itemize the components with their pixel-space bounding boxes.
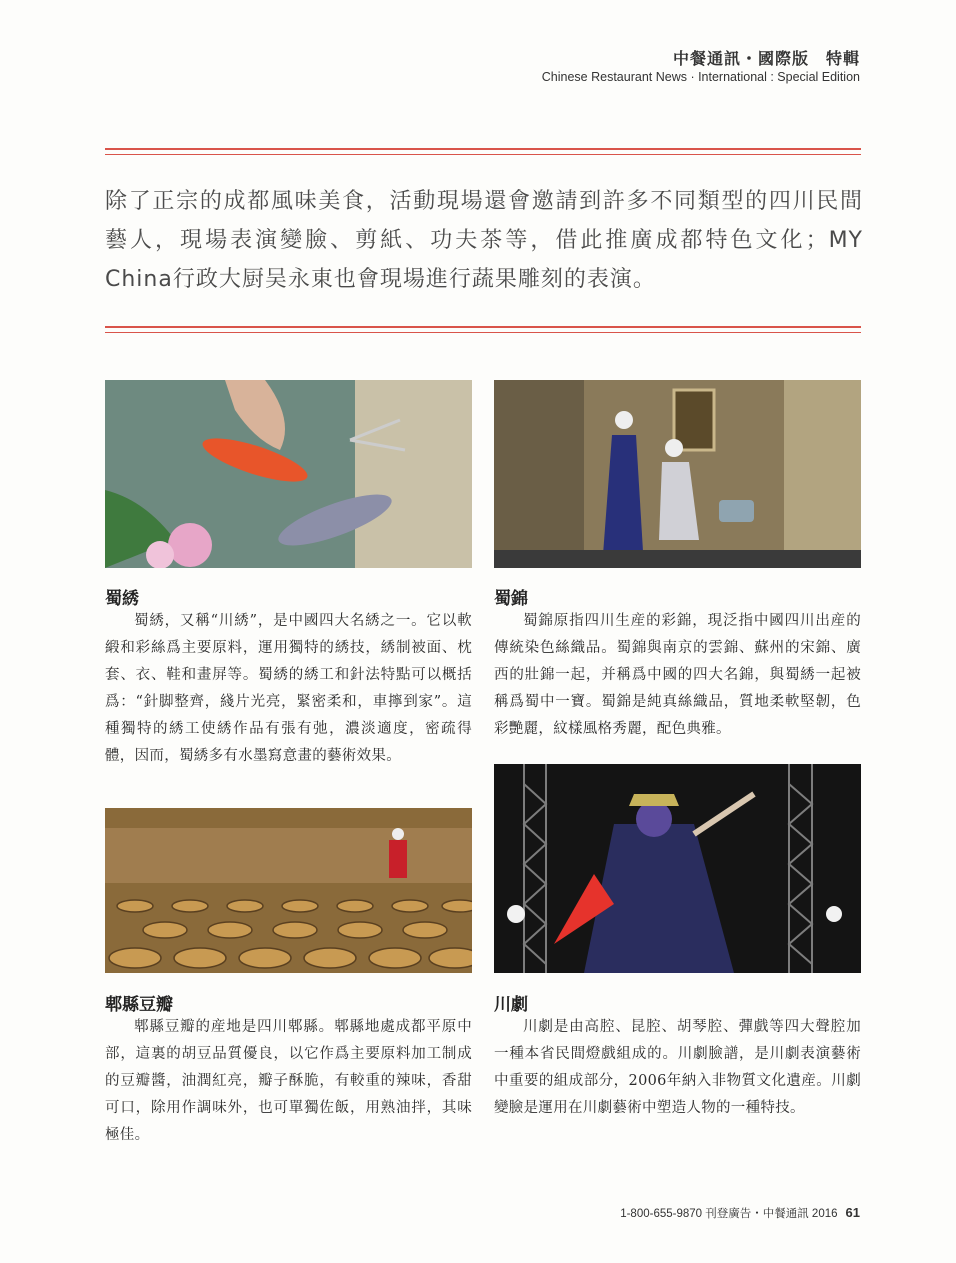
brocade-photo bbox=[494, 380, 861, 568]
divider-top bbox=[105, 148, 861, 155]
magazine-title-en: Chinese Restaurant News · International : Special Edition bbox=[541, 70, 860, 84]
section-title-pixian-bean-paste: 郫縣豆瓣 bbox=[105, 995, 173, 1015]
section-body-pixian-bean-paste: 郫縣豆瓣的産地是四川郫縣。郫縣地處成都平原中部，這裏的胡豆品質優良，以它作爲主要原料加工制成的豆瓣醬，油潤紅亮，瓣子酥脆，有較重的辣味，香甜可口，除用作調味外，也可單獨佐飯，用熟油拌，其味極佳。 bbox=[105, 1019, 472, 1143]
section-body-shu-embroidery: 蜀綉，又稱“川綉”，是中國四大名綉之一。它以軟緞和彩絲爲主要原料，運用獨特的綉技，綉制被面、枕套、衣、鞋和畫屏等。蜀綉的綉工和針法特點可以概括爲：“針脚整齊，綫片光亮，緊密柔和，車擰到家”。這種獨特的綉工使綉作品有張有弛，濃淡適度，密疏得體，因而，蜀綉多有水墨寫意畫的藝術效果。 bbox=[105, 613, 472, 764]
divider-bottom bbox=[105, 326, 861, 333]
footer-text: 1-800-655-9870 刊登廣告・中餐通訊 2016 bbox=[620, 1208, 838, 1220]
embroidery-photo bbox=[105, 380, 472, 568]
bean-paste-jars-photo bbox=[105, 808, 472, 973]
section-title-shu-brocade: 蜀錦 bbox=[494, 589, 528, 609]
section-title-shu-embroidery: 蜀綉 bbox=[105, 589, 139, 609]
section-body-shu-brocade: 蜀錦原指四川生産的彩錦，現泛指中國四川出産的傳統染色絲織品。蜀錦與南京的雲錦、蘇州的宋錦、廣西的壯錦一起，并稱爲中國的四大名錦，與蜀綉一起被稱爲蜀中一寶。蜀錦是純真絲織品，質地柔軟堅韌，色彩艷麗，紋樣風格秀麗，配色典雅。 bbox=[494, 613, 861, 737]
section-title-sichuan-opera: 川劇 bbox=[494, 995, 528, 1015]
sichuan-opera-photo bbox=[494, 764, 861, 973]
section-body-sichuan-opera: 川劇是由高腔、昆腔、胡琴腔、彈戲等四大聲腔加一種本省民間燈戲組成的。川劇臉譜，是川劇表演藝術中重要的組成部分，2006年納入非物質文化遺産。川劇變臉是運用在川劇藝術中塑造人物的一種特技。 bbox=[494, 1019, 861, 1116]
intro-paragraph: 除了正宗的成都風味美食，活動現場還會邀請到許多不同類型的四川民間藝人，現場表演變臉、剪紙、功夫茶等，借此推廣成都特色文化；MY China行政大厨吴永東也會現場進行蔬果雕刻的表演。 bbox=[105, 189, 863, 292]
page-number: 61 bbox=[845, 1205, 860, 1220]
magazine-title-cn: 中餐通訊・國際版 特輯 bbox=[672, 49, 860, 68]
page-footer bbox=[620, 1205, 860, 1221]
